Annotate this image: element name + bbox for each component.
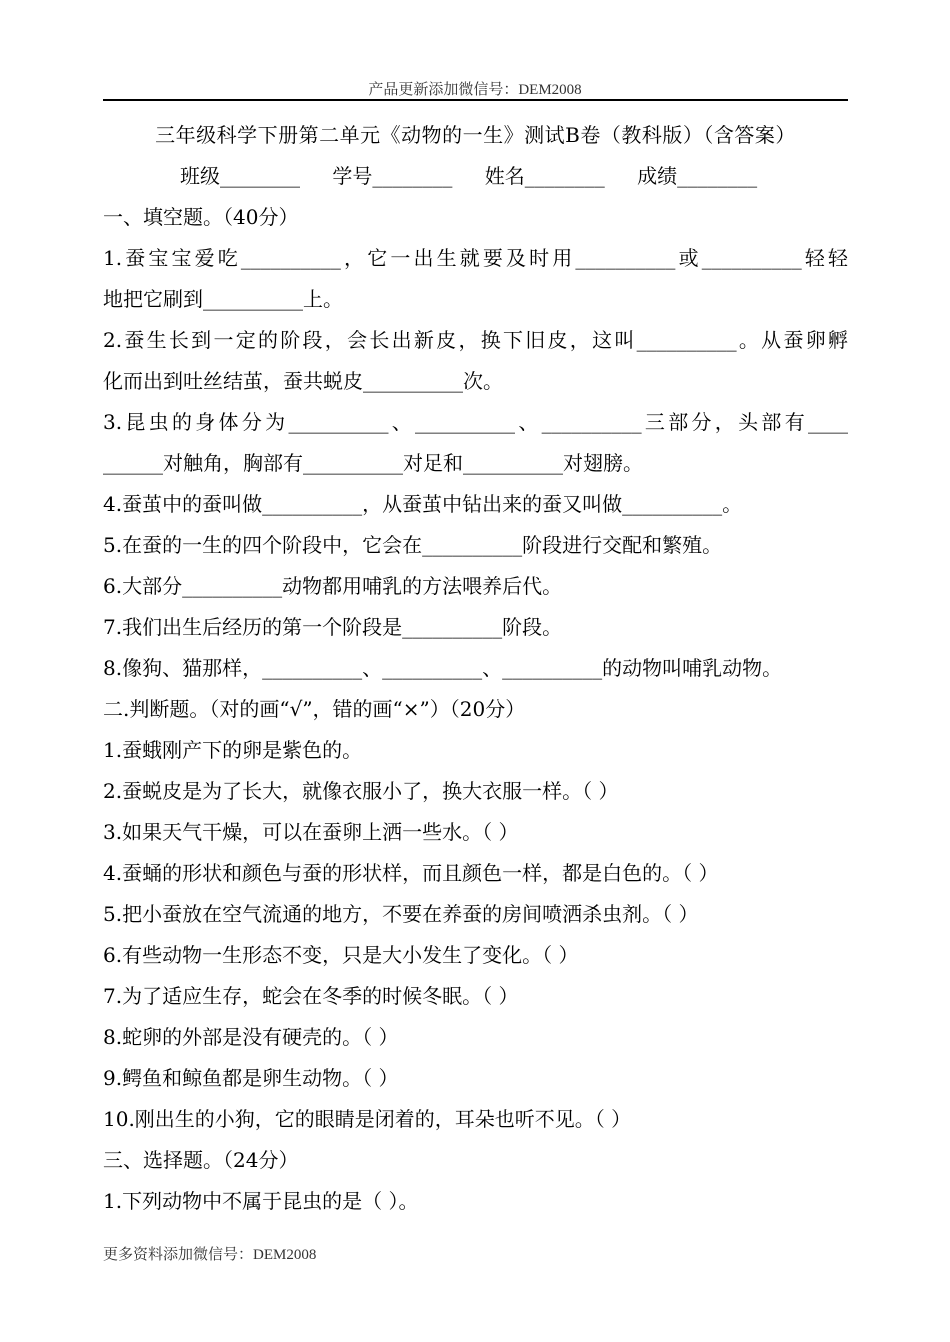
question-line: 1.蚕蛾刚产下的卵是紫色的。 bbox=[103, 738, 363, 762]
question-line: 7.我们出生后经历的第一个阶段是__________阶段。 bbox=[103, 615, 563, 639]
question-line: 地把它刷到__________上。 bbox=[103, 287, 343, 311]
question-line: 9.鳄鱼和鲸鱼都是卵生动物。（ ） bbox=[103, 1066, 399, 1090]
question-line: 1.蚕宝宝爱吃__________，它一出生就要及时用__________或__________轻轻 bbox=[103, 246, 848, 270]
footer-note: 更多资料添加微信号：DEM2008 bbox=[103, 1247, 317, 1263]
question-line: 2.蚕蜕皮是为了长大，就像衣服小了，换大衣服一样。（ ） bbox=[103, 779, 619, 803]
question-line: 6.有些动物一生形态不变，只是大小发生了变化。（ ） bbox=[103, 943, 579, 967]
question-line: 5.把小蚕放在空气流通的地方，不要在养蚕的房间喷洒杀虫剂。（ ） bbox=[103, 902, 699, 926]
question-line: 5.在蚕的一生的四个阶段中，它会在__________阶段进行交配和繁殖。 bbox=[103, 533, 723, 557]
section-heading-fill-blank: 一、填空题。（40分） bbox=[103, 205, 299, 229]
name-field: 姓名________ bbox=[484, 164, 605, 188]
question-line: 3.如果天气干燥，可以在蚕卵上洒一些水。（ ） bbox=[103, 820, 519, 844]
question-line: 化而出到吐丝结茧，蚕共蜕皮__________次。 bbox=[103, 369, 503, 393]
question-line: 1.下列动物中不属于昆虫的是（ ）。 bbox=[103, 1189, 419, 1213]
question-line: 2.蚕生长到一定的阶段，会长出新皮，换下旧皮，这叫__________。从蚕卵孵 bbox=[103, 328, 848, 352]
question-line: 8.蛇卵的外部是没有硬壳的。（ ） bbox=[103, 1025, 399, 1049]
question-line: 10.刚出生的小狗，它的眼睛是闭着的，耳朵也听不见。（ ） bbox=[103, 1107, 632, 1131]
student-number-field: 学号________ bbox=[332, 164, 453, 188]
header-rule bbox=[103, 99, 848, 101]
question-line: 7.为了适应生存，蛇会在冬季的时候冬眠。（ ） bbox=[103, 984, 519, 1008]
score-field: 成绩________ bbox=[637, 164, 758, 188]
header-note: 产品更新添加微信号：DEM2008 bbox=[368, 82, 582, 98]
question-line: 4.蚕蛹的形状和颜色与蚕的形状样，而且颜色一样，都是白色的。（ ） bbox=[103, 861, 719, 885]
question-line: ______对触角，胸部有__________对足和__________对翅膀。 bbox=[103, 451, 643, 475]
student-info-row bbox=[180, 160, 757, 189]
class-field: 班级________ bbox=[180, 164, 300, 188]
question-line: 3.昆虫的身体分为__________、__________、__________三部分，头部有____ bbox=[103, 410, 848, 434]
question-line: 8.像狗、猫那样，__________、__________、__________的动物叫哺乳动物。 bbox=[103, 656, 783, 680]
page-title: 三年级科学下册第二单元《动物的一生》测试B卷（教科版）（含答案） bbox=[155, 123, 796, 147]
question-line: 4.蚕茧中的蚕叫做__________，从蚕茧中钻出来的蚕又叫做__________。 bbox=[103, 492, 743, 516]
section-heading-multiple-choice: 三、选择题。（24分） bbox=[103, 1148, 299, 1172]
question-body bbox=[103, 197, 848, 1222]
question-line: 6.大部分__________动物都用哺乳的方法喂养后代。 bbox=[103, 574, 563, 598]
section-heading-true-false: 二.判断题。（对的画“√”，错的画“×”）（20分） bbox=[103, 697, 526, 721]
